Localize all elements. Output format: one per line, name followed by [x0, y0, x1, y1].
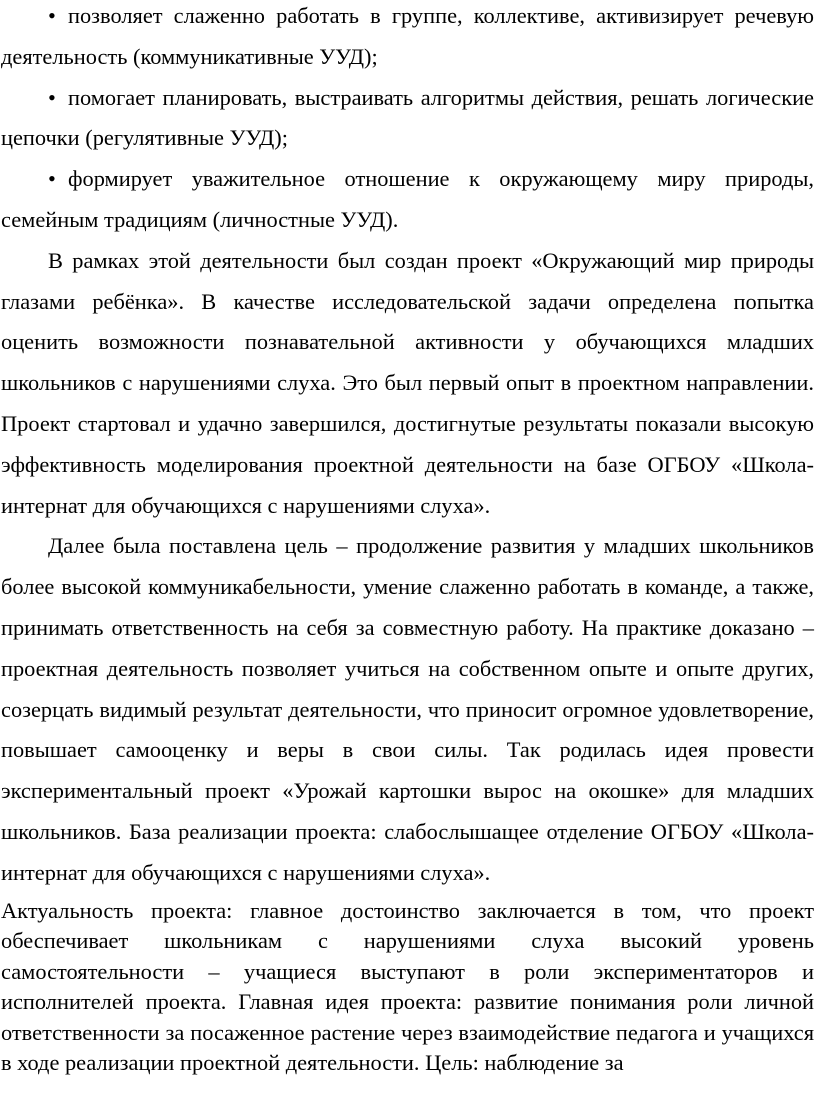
bullet-item-personal: [1, 159, 814, 241]
bullet-item-communicative: [1, 0, 814, 78]
bullet-text: формирует уважительное отношение к окружающему миру природы, семейным традициям (личностные УУД).: [1, 166, 814, 232]
paragraph-project-intro: В рамках этой деятельности был создан проект «Окружающий мир природы глазами ребёнка». В качестве исследовательской задачи определена попытка оценить возможности познавательной активности у обучающихся младших школьников с нарушениями слуха. Это был первый опыт в проектном направлении. Проект стартовал и удачно завершился, достигнутые результаты показали высокую эффективность моделирования проектной деятельности на базе ОГБОУ «Школа-интернат для обучающихся с нарушениями слуха».: [1, 247, 814, 518]
bullet-text: позволяет слаженно работать в группе, коллективе, активизирует речевую деятельность (коммуникативные УУД);: [1, 3, 814, 69]
bullet-item-regulative: [1, 78, 814, 160]
bullet-marker: •: [48, 84, 56, 110]
bullet-marker: •: [48, 3, 56, 28]
bullet-marker: •: [48, 166, 56, 192]
paragraph-project-relevance: Актуальность проекта: главное достоинство заключается в том, что проект обеспечивает школьникам с нарушениями слуха высокий уровень самостоятельности – учащиеся выступают в роли экспериментаторов и исполнителей проекта. Главная идея проекта: развитие понимания роли личной ответственности за посаженное растение через взаимодействие педагога и учащихся в ходе реализации проектной деятельности. Цель: наблюдение за: [1, 897, 814, 1076]
paragraph-project-goal: Далее была поставлена цель – продолжение развития у младших школьников более высокой коммуникабельности, умение слаженно работать в команде, а также, принимать ответственность на себя за совместную работу. На практике доказано – проектная деятельность позволяет учиться на собственном опыте и опыте других, созерцать видимый результат деятельности, что приносит огромное удовлетворение, повышает самооценку и веры в свои силы. Так родилась идея провести экспериментальный проект «Урожай картошки вырос на окошке» для младших школьников. База реализации проекта: слабослышащее отделение ОГБОУ «Школа-интернат для обучающихся с нарушениями слуха».: [1, 533, 814, 885]
bullet-text: помогает планировать, выстраивать алгоритмы действия, решать логические цепочки (регулятивные УУД);: [1, 84, 814, 151]
